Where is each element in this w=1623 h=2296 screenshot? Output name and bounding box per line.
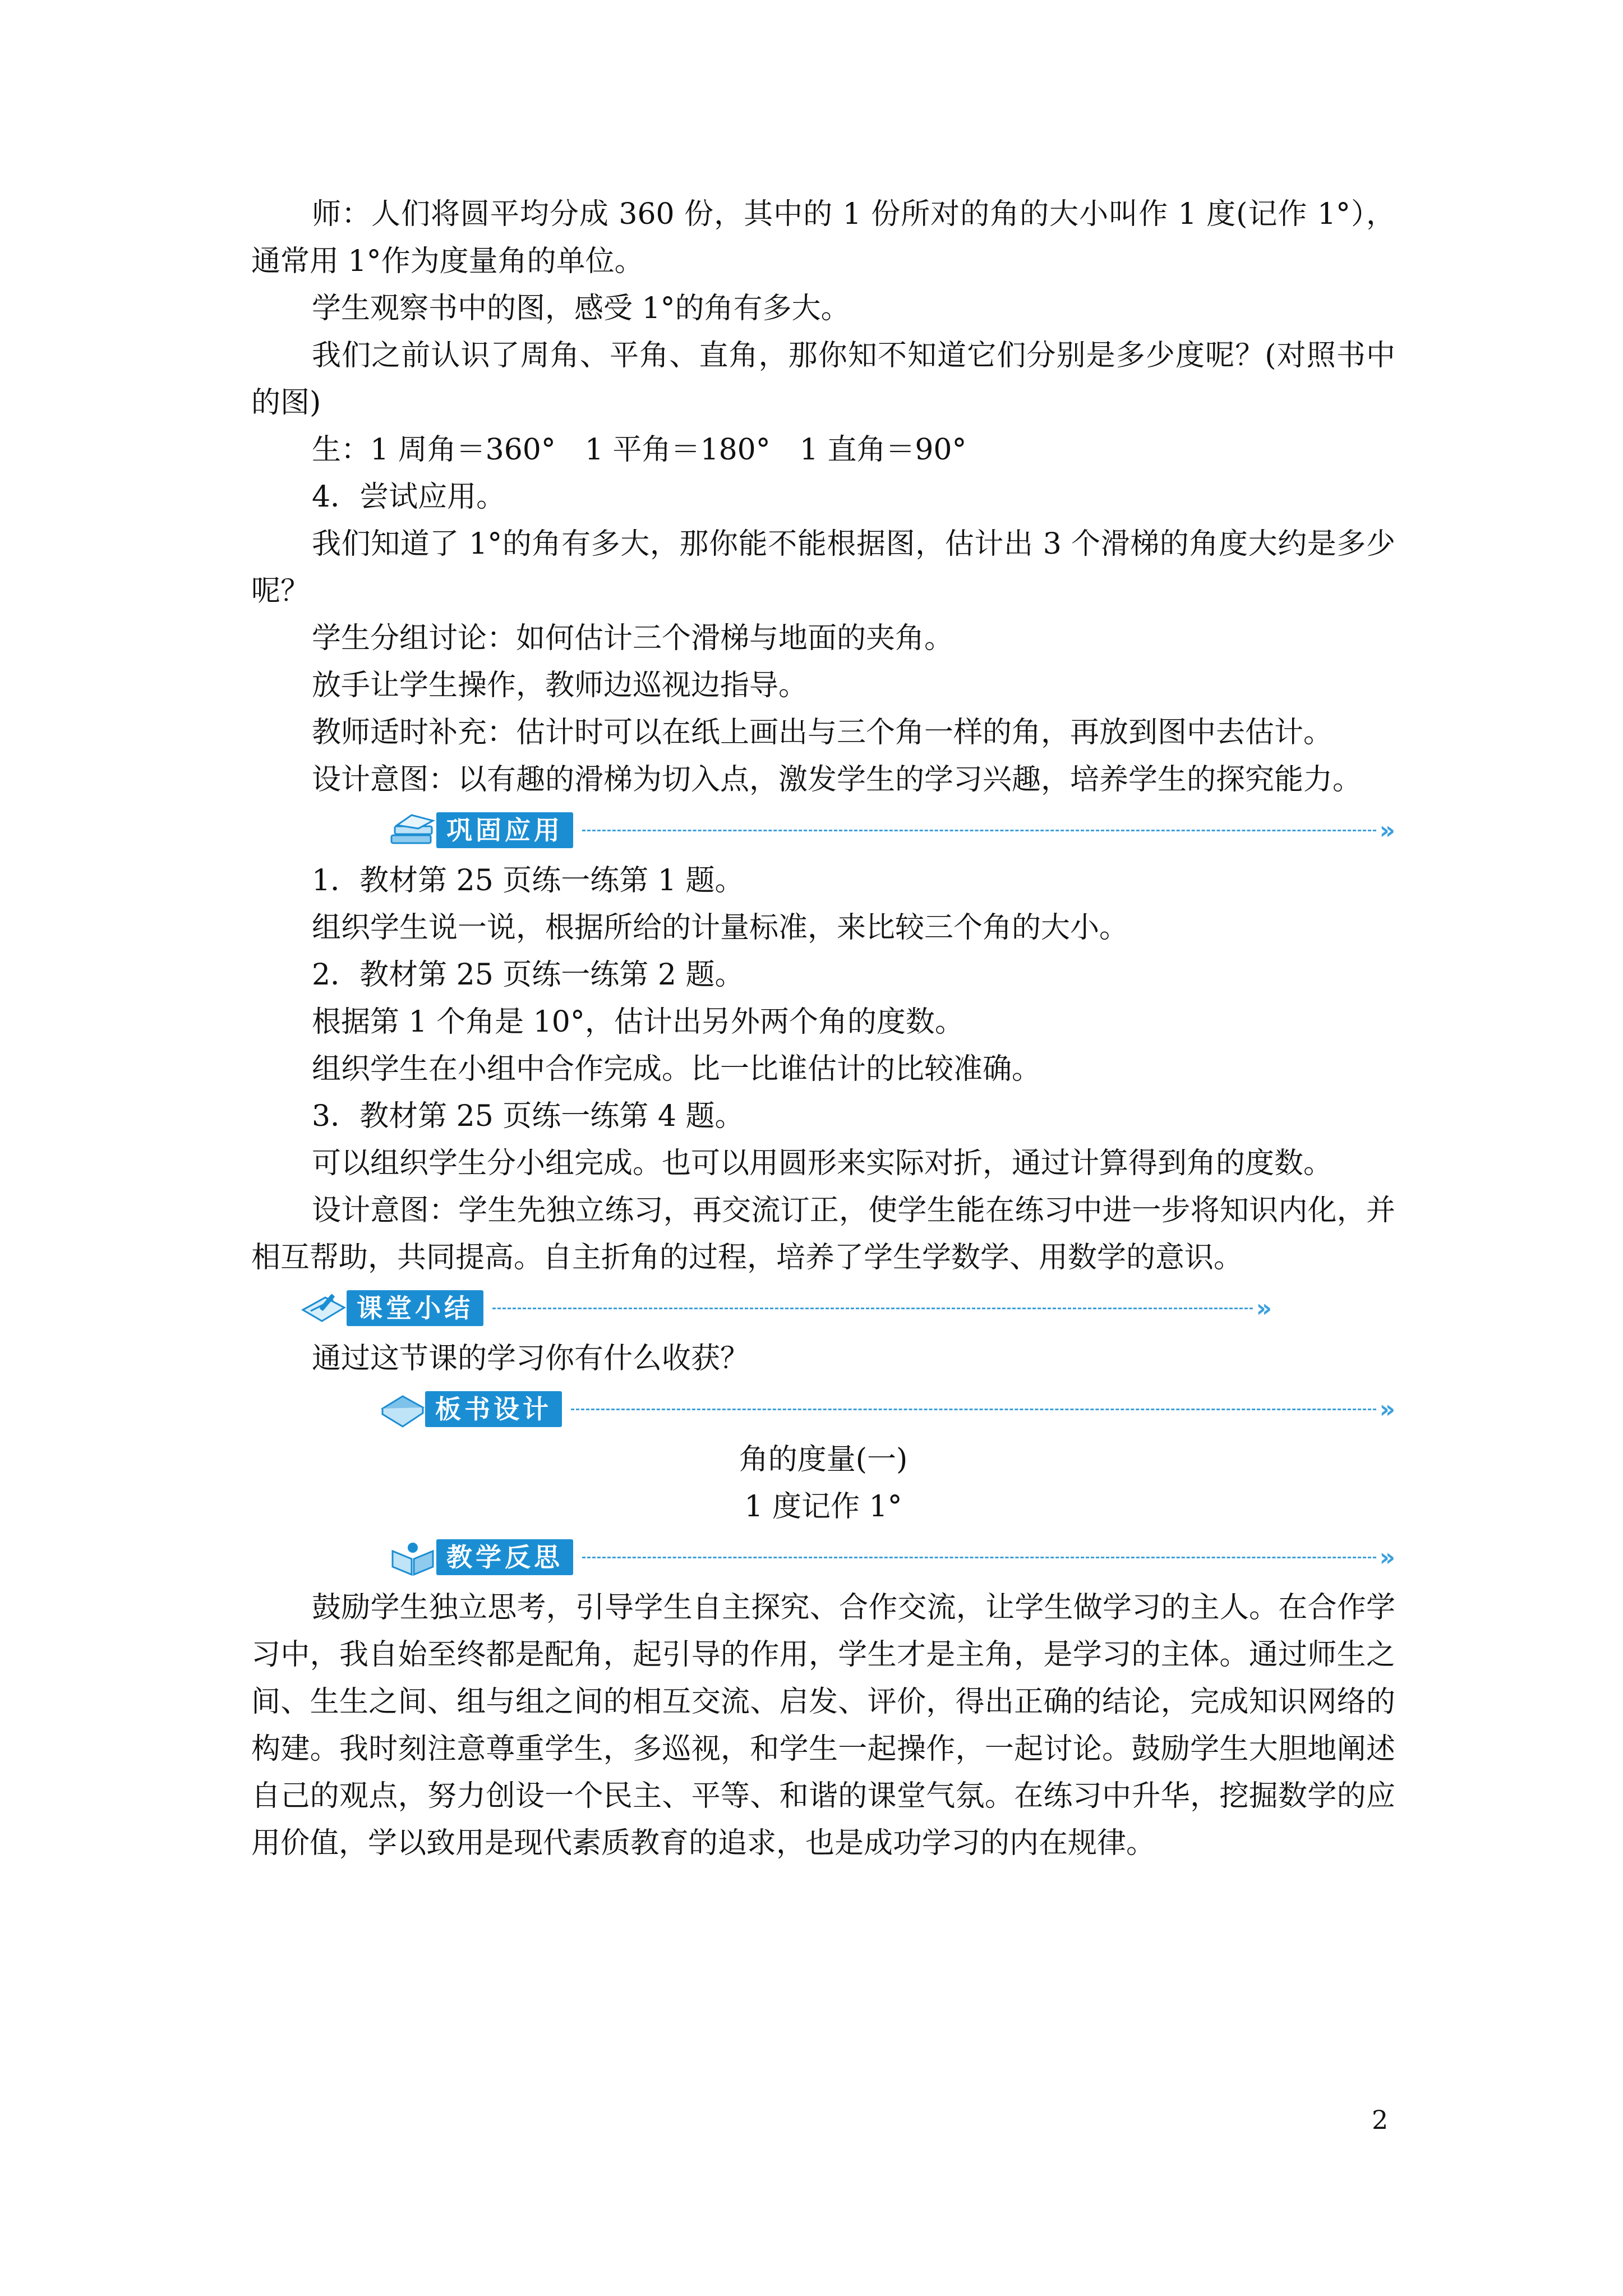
- paragraph: 学生观察书中的图，感受 1°的角有多大。: [312, 292, 850, 325]
- paragraph: 根据第 1 个角是 10°，估计出另外两个角的度数。: [312, 1005, 964, 1039]
- double-chevron-icon: »: [1256, 1294, 1272, 1323]
- paragraph: 鼓励学生独立思考，引导学生自主探究、合作交流，让学生做学习的主人。在合作学习中，我自始至终都是配角，起引导的作用，学生才是主角，是学习的主体。通过师生之间、生生之间、组与组之间的相互交流、启发、评价，得出正确的结论，完成知识网络的构建。我时刻注意尊重学生，多巡视，和学生一起操作，一起讨论。鼓励学生大胆地阐述自己的观点，努力创设一个民主、平等、和谐的课堂气氛。在练习中升华，挖掘数学的应用价值，学以致用是现代素质教育的追求，也是成功学习的内在规律。: [251, 1591, 1395, 1860]
- paragraph: 可以组织学生分小组完成。也可以用圆形来实际对折，通过计算得到角的度数。: [312, 1147, 1333, 1180]
- paragraph: 2．教材第 25 页练一练第 2 题。: [312, 958, 744, 992]
- section-header-practice: [386, 804, 1395, 856]
- double-chevron-icon: »: [1379, 1395, 1395, 1424]
- section-title: 教学反思: [436, 1539, 573, 1575]
- page-number: 2: [1372, 2105, 1389, 2135]
- double-chevron-icon: »: [1379, 1543, 1395, 1572]
- board-line: 1 度记作 1°: [744, 1490, 902, 1524]
- section-title: 板书设计: [425, 1391, 562, 1427]
- dashed-divider: [582, 830, 1376, 831]
- paragraph: 我们之前认识了周角、平角、直角，那你知不知道它们分别是多少度呢？(对照书中的图): [251, 339, 1395, 420]
- section-title: 课堂小结: [347, 1290, 483, 1326]
- dashed-divider: [492, 1308, 1253, 1309]
- section-header-summary: [296, 1282, 1272, 1334]
- paragraph: 生：1 周角＝360° 1 平角＝180° 1 直角＝90°: [312, 433, 967, 467]
- paragraph: 教师适时补充：估计时可以在纸上画出与三个角一样的角，再放到图中去估计。: [312, 716, 1333, 749]
- page-content: [251, 191, 1395, 1867]
- board-title: 角的度量(一): [739, 1443, 908, 1476]
- paragraph: 组织学生在小组中合作完成。比一比谁估计的比较准确。: [312, 1052, 1041, 1086]
- pen-paper-icon: [296, 1289, 347, 1328]
- double-chevron-icon: »: [1379, 816, 1395, 845]
- notebook-icon: [375, 1389, 425, 1429]
- book-stack-icon: [386, 811, 436, 850]
- paragraph: 放手让学生操作，教师边巡视边指导。: [312, 669, 808, 702]
- paragraph: 设计意图：以有趣的滑梯为切入点，激发学生的学习兴趣，培养学生的探究能力。: [312, 763, 1362, 797]
- paragraph: 我们知道了 1°的角有多大，那你能不能根据图，估计出 3 个滑梯的角度大约是多少呢？: [251, 527, 1395, 608]
- paragraph: 设计意图：学生先独立练习，再交流订正，使学生能在练习中进一步将知识内化，并相互帮助，共同提高。自主折角的过程，培养了学生学数学、用数学的意识。: [251, 1194, 1395, 1274]
- paragraph: 学生分组讨论：如何估计三个滑梯与地面的夹角。: [312, 622, 954, 655]
- paragraph: 1．教材第 25 页练一练第 1 题。: [312, 864, 744, 898]
- section-header-reflection: [386, 1531, 1395, 1583]
- paragraph: 3．教材第 25 页练一练第 4 题。: [312, 1099, 744, 1133]
- paragraph: 师：人们将圆平均分成 360 份，其中的 1 份所对的角的大小叫作 1 度(记作 1°），通常用 1°作为度量角的单位。: [251, 197, 1395, 278]
- dashed-divider: [582, 1557, 1376, 1558]
- dashed-divider: [571, 1409, 1376, 1410]
- paragraph: 4．尝试应用。: [312, 480, 506, 514]
- paragraph: 组织学生说一说，根据所给的计量标准，来比较三个角的大小。: [312, 911, 1129, 945]
- reflection-book-icon: [386, 1538, 436, 1577]
- section-header-board: [375, 1383, 1395, 1435]
- paragraph: 通过这节课的学习你有什么收获？: [312, 1342, 750, 1375]
- section-title: 巩固应用: [436, 812, 573, 848]
